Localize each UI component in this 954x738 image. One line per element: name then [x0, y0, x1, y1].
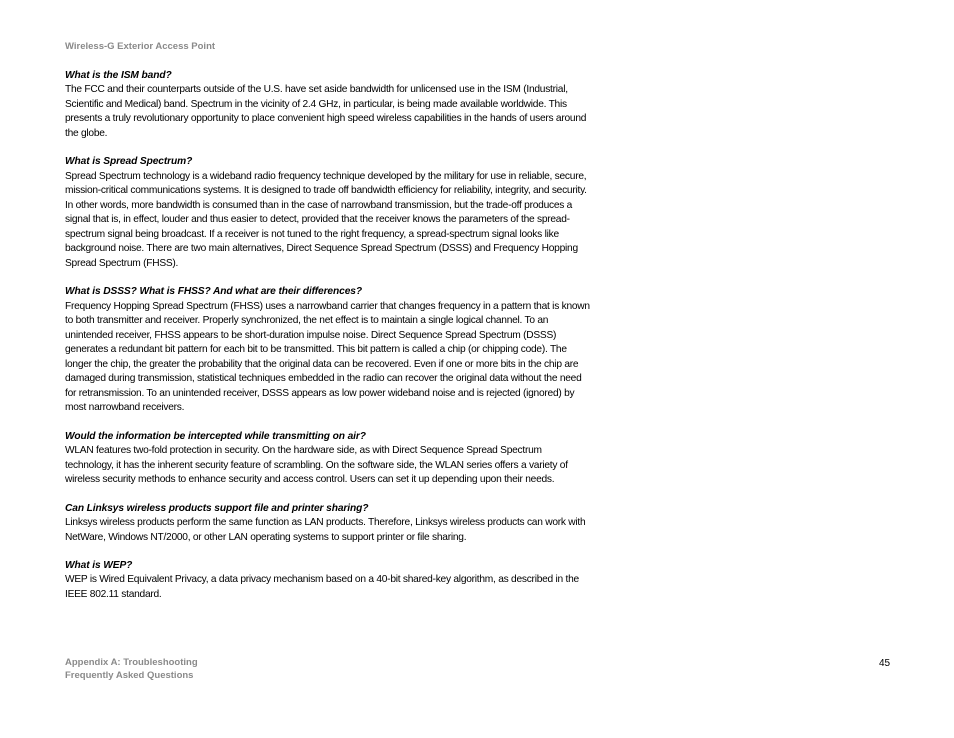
faq-item-file-printer-sharing	[65, 502, 590, 545]
faq-answer: Spread Spectrum technology is a wideband radio frequency technique developed by the military for use in reliable, secure, mission-critical communications systems. It is designed to trade off bandwidth efficiency for reliability, integrity, and security. In other words, more bandwidth is consumed than in the case of narrowband transmission, but the trade-off produces a signal that is, in effect, louder and thus easier to detect, provided that the receiver knows the parameters of the spread-spectrum signal being broadcast. If a receiver is not tuned to the right frequency, a spread-spectrum signal looks like background noise. There are two main alternatives, Direct Sequence Spread Spectrum (DSSS) and Frequency Hopping Spread Spectrum (FHSS).	[65, 170, 587, 269]
faq-question: What is Spread Spectrum?	[65, 156, 193, 168]
faq-item-ism-band	[65, 69, 590, 141]
faq-answer: Linksys wireless products perform the same function as LAN products. Therefore, Linksys wireless products can work with NetWare, Windows NT/2000, or other LAN operating systems to support printer or file sharing.	[65, 517, 586, 543]
faq-question: Can Linksys wireless products support file and printer sharing?	[65, 502, 369, 514]
faq-content	[65, 69, 590, 616]
faq-answer: Frequency Hopping Spread Spectrum (FHSS) uses a narrowband carrier that changes frequency in a pattern that is known to both transmitter and receiver. Properly synchronized, the net effect is to maintain a single logical channel. To an unintended receiver, FHSS appears to be short-duration impulse noise. Direct Sequence Spread Spectrum (DSSS) generates a redundant bit pattern for each bit to be transmitted. This bit pattern is called a chip (or chipping code). The longer the chip, the greater the probability that the original data can be recovered. Even if one or more bits in the chip are damaged during transmission, statistical techniques embedded in the radio can recover the original data without the need for retransmission. To an unintended receiver, DSSS appears as low power wideband noise and is rejected (ignored) by most narrowband receivers.	[65, 300, 590, 414]
footer-subsection-title: Frequently Asked Questions	[65, 669, 194, 681]
faq-answer: WLAN features two-fold protection in security. On the hardware side, as with Direct Sequence Spread Spectrum technology, it has the inherent security feature of scrambling. On the software side, the WLAN series offers a variety of wireless security methods to enhance security and access control. Users can set it up depending upon their needs.	[65, 445, 568, 486]
faq-item-interception	[65, 430, 590, 488]
faq-question: What is the ISM band?	[65, 70, 172, 81]
faq-question: Would the information be intercepted while transmitting on air?	[65, 430, 366, 442]
faq-question: What is DSSS? What is FHSS? And what are their differences?	[65, 286, 362, 298]
running-header: Wireless-G Exterior Access Point	[65, 41, 216, 52]
footer-section-title: Appendix A: Troubleshooting	[65, 657, 198, 668]
faq-answer: WEP is Wired Equivalent Privacy, a data privacy mechanism based on a 40-bit shared-key algorithm, as described in the IEEE 802.11 standard.	[65, 574, 579, 600]
faq-item-dsss-fhss	[65, 285, 590, 415]
faq-item-wep	[65, 559, 590, 602]
faq-answer: The FCC and their counterparts outside of the U.S. have set aside bandwidth for unlicensed use in the ISM (Industrial, Scientific and Medical) band. Spectrum in the vicinity of 2.4 GHz, in particular, is being made available worldwide. This presents a truly revolutionary opportunity to place convenient high speed wireless capabilities in the hands of users around the globe.	[65, 84, 587, 139]
faq-item-spread-spectrum	[65, 155, 590, 271]
page-number: 45	[879, 658, 891, 669]
faq-question: What is WEP?	[65, 560, 133, 572]
page-footer	[65, 657, 198, 682]
